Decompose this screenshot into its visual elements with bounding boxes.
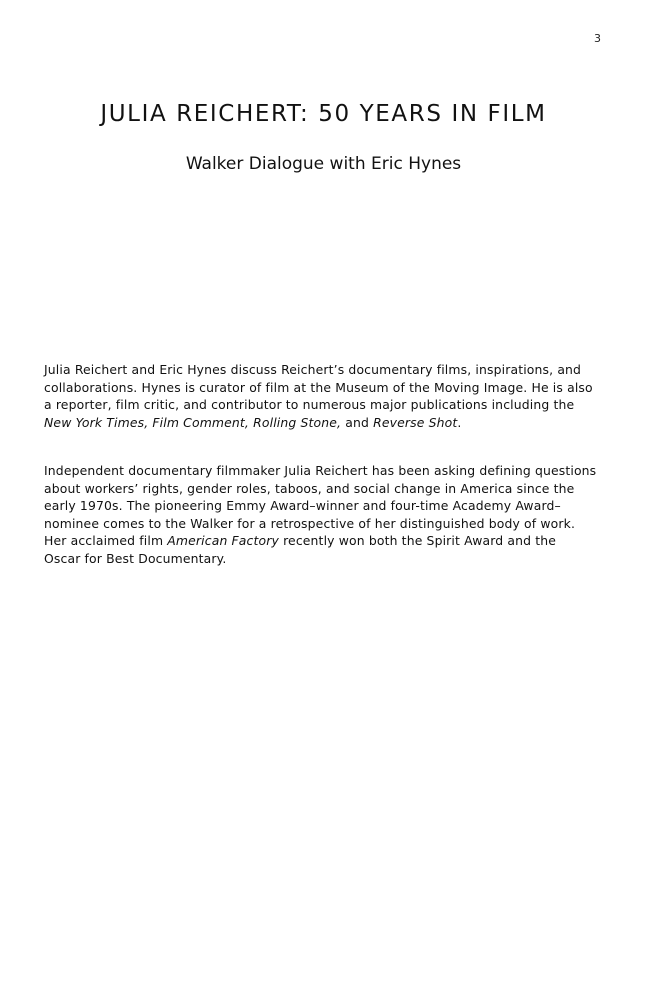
text-line <box>44 414 614 432</box>
text-line: about workers’ rights, gender roles, taboos, and social change in America since the <box>44 480 575 496</box>
text-segment: recently won both the Spirit Award and the <box>283 533 557 549</box>
text-segment: Her acclaimed film <box>44 533 164 549</box>
text-line: early 1970s. The pioneering Emmy Award–winner and four-time Academy Award– <box>44 498 561 514</box>
text-line: collaborations. Hynes is curator of film at the Museum of the Moving Image. He is also <box>44 379 593 395</box>
intro-paragraph <box>44 361 614 431</box>
page-title: JULIA REICHERT: 50 YEARS IN FILM <box>100 101 547 127</box>
publication-title: Film Comment, <box>152 414 250 430</box>
text-line <box>44 532 614 550</box>
publication-title: Rolling Stone, <box>253 414 342 430</box>
bio-paragraph <box>44 462 614 568</box>
period: . <box>457 414 462 430</box>
publication-title: New York Times, <box>44 414 149 430</box>
text-line: Julia Reichert and Eric Hynes discuss Reichert’s documentary films, inspirations, and <box>44 362 582 377</box>
conjunction: and <box>345 414 369 430</box>
text-line: Oscar for Best Documentary. <box>44 550 227 566</box>
film-title: American Factory <box>167 533 279 549</box>
text-line: Independent documentary filmmaker Julia Reichert has been asking defining questions <box>44 463 597 478</box>
page-subtitle: Walker Dialogue with Eric Hynes <box>185 154 462 174</box>
publication-title: Reverse Shot <box>373 414 458 430</box>
page-number: 3 <box>594 32 601 45</box>
text-line: a reporter, film critic, and contributor to numerous major publications including the <box>44 397 575 413</box>
text-line: nominee comes to the Walker for a retrospective of her distinguished body of work. <box>44 515 576 531</box>
